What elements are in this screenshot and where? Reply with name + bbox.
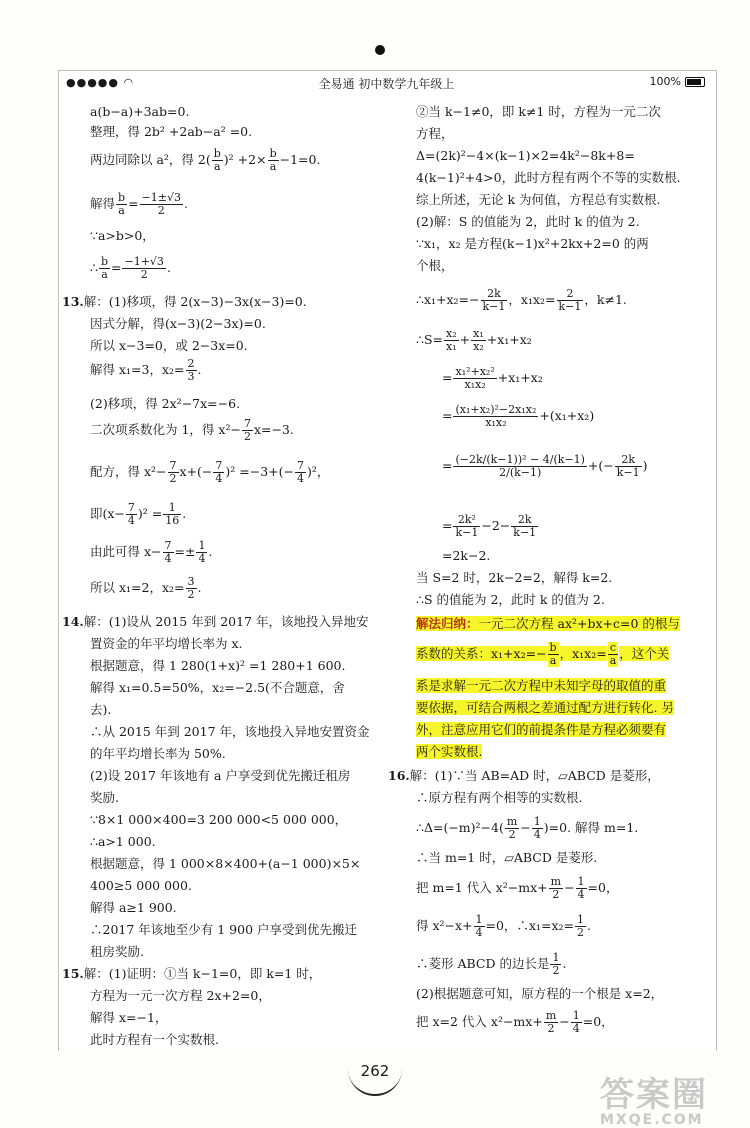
text-line: (2)解：S 的值能为 2，此时 k 的值为 2. xyxy=(416,214,640,229)
text-line: 所以 x₁=2，x₂= $\frac{3}{2}$ . xyxy=(90,575,202,601)
question-14: 14.解：(1)设从 2015 年到 2017 年，该地投入异地安 xyxy=(62,614,369,629)
text-line: 去). xyxy=(90,702,112,717)
text-line: 400≥5 000 000. xyxy=(90,878,192,893)
text-line: 所以 x−3=0，或 2−3x=0. xyxy=(90,338,248,353)
text-line: 即(x− $\frac{7}{4}$ )² = $\frac{1}{16}$ . xyxy=(90,501,187,527)
text-line: = $\frac{\text{2k²}}{k-1}$ −2− $\frac{2k}{k-1}$ xyxy=(442,513,537,539)
text-line: 4(k−1)²+4>0，此时方程有两个不等的实数根. xyxy=(416,170,681,185)
question-13: 13.解：(1)移项，得 2(x−3)−3x(x−3)=0. xyxy=(62,294,307,309)
summary-line: 解法归纳：一元二次方程 ax²+bx+c=0 的根与 xyxy=(416,616,680,631)
watermark-logo: 答案圈 MXQE.COM xyxy=(600,1075,708,1128)
text-line: 解得 x₁=0.5=50%，x₂=−2.5(不合题意，舍 xyxy=(90,680,345,695)
text-line: 置资金的年平均增长率为 x. xyxy=(90,636,243,651)
battery-status: 100% xyxy=(650,75,705,88)
summary-line: 系是求解一元二次方程中未知字母的取值的重 xyxy=(416,678,667,693)
text-line: 根据题意，得 1 280(1+x)² =1 280+1 600. xyxy=(90,658,346,673)
text-line: ∴2017 年该地至少有 1 900 户享受到优先搬迁 xyxy=(90,922,358,937)
text-line: (2)根据题意可知，原方程的一个根是 x=2， xyxy=(416,986,664,1001)
status-bar xyxy=(58,74,715,92)
text-line: (2)设 2017 年该地有 a 户享受到优先搬迁租房 xyxy=(90,768,351,783)
text-line: 个根， xyxy=(416,258,454,273)
text-line: ∴ $\frac{b}{a}$ = $\frac{-1+√3}{2}$ . xyxy=(90,255,171,281)
text-line: ②当 k−1≠0，即 k≠1 时，方程为一元二次 xyxy=(416,104,661,119)
text-line: (2)移项，得 2x²−7x=−6. xyxy=(90,396,241,411)
text-line: = $\frac{\text{(−2k/(k−1))² − 4/(k−1)}}{2/(k-1)}$ +(− $\frac{2k}{k-1}$ ) xyxy=(442,453,648,479)
text-line: 根据题意，得 1 000×8×400+(a−1 000)×5× xyxy=(90,856,361,871)
summary-line: 系数的关系：x₁+x₂=− $\frac{b}{a}$ ，x₁x₂= $\frac{c}{a}$ ，这个关 xyxy=(416,641,670,667)
text-line: a(b−a)+3ab=0. xyxy=(90,104,190,119)
text-line: 解得 $\frac{b}{a}$ = $\frac{-1\pm√3}{2}$ . xyxy=(90,191,188,217)
text-line: 方程， xyxy=(416,126,454,141)
battery-icon xyxy=(685,77,705,87)
text-line: 把 m=1 代入 x²−mx+ $\frac{m}{2}$ − $\frac{1}{4}$ =0， xyxy=(416,875,619,901)
signal-indicator: ●●●●● ◠ xyxy=(66,76,135,89)
text-line: = $\frac{\text{x₁²+x₂²}}{\text{x₁x₂}}$ +x₁+x₂ xyxy=(442,365,543,391)
text-line: =2k−2. xyxy=(442,548,491,563)
text-line: 得 x²−x+ $\frac{1}{4}$ =0，∴x₁=x₂= $\frac{1}{2}$ . xyxy=(416,913,592,939)
text-line: 解得 x₁=3，x₂= $\frac{2}{3}$ . xyxy=(90,357,202,383)
text-line: 的年平均增长率为 50%. xyxy=(90,746,226,761)
text-line: ∵a>b>0， xyxy=(90,228,155,243)
text-line: ∴S= $\frac{\text{x₂}}{\text{x₁}}$ + $\frac{\text{x₁}}{\text{x₂}}$ +x₁+x₂ xyxy=(416,327,532,353)
summary-line: 要依据，可结合两根之差通过配方进行转化. 另 xyxy=(416,700,674,715)
text-line: 租房奖励. xyxy=(90,944,144,959)
text-line: 方程为一元一次方程 2x+2=0， xyxy=(90,988,271,1003)
text-line: 此时方程有一个实数根. xyxy=(90,1032,219,1047)
text-line: 把 x=2 代入 x²−mx+ $\frac{m}{2}$ − $\frac{1}{4}$ =0， xyxy=(416,1009,614,1035)
text-line: Δ=(2k)²−4×(k−1)×2=4k²−8k+8= xyxy=(416,148,635,163)
text-line: ∴菱形 ABCD 的边长是 $\frac{1}{2}$ . xyxy=(416,951,567,977)
text-line: ∴Δ=(−m)²−4( $\frac{m}{2}$ − $\frac{1}{4}$ )=0. 解得 m=1. xyxy=(416,815,639,841)
summary-line: 两个实数根. xyxy=(416,744,483,759)
text-line: ∴a>1 000. xyxy=(90,834,156,849)
text-line: 当 S=2 时，2k−2=2，解得 k=2. xyxy=(416,570,613,585)
page-number: 262 xyxy=(340,1062,410,1080)
camera-dot xyxy=(375,45,385,55)
text-line: ∴x₁+x₂=− $\frac{2k}{k-1}$ ，x₁x₂= $\frac{2}{k-1}$ ，k≠1. xyxy=(416,287,627,313)
text-line: ∴原方程有两个相等的实数根. xyxy=(416,790,583,805)
text-line: 配方，得 x²− $\frac{7}{2}$ x+(− $\frac{7}{4}$ )² =−3+(− $\frac{7}{4}$ )²， xyxy=(90,459,330,485)
page-number-arc xyxy=(348,1054,402,1096)
text-line: 由此可得 x− $\frac{7}{4}$ =± $\frac{1}{4}$ . xyxy=(90,539,213,565)
text-line: ∵x₁，x₂ 是方程(k−1)x²+2kx+2=0 的两 xyxy=(416,236,649,251)
text-line: = $\frac{\text{(x₁+x₂)²−2x₁x₂}}{\text{x₁x₂}}$ +(x₁+x₂) xyxy=(442,403,595,429)
text-line: 两边同除以 a²，得 2( $\frac{b}{a}$ )² +2× $\frac{b}{a}$ −1=0. xyxy=(90,147,321,173)
text-line: ∴当 m=1 时，▱ABCD 是菱形. xyxy=(416,850,598,865)
wifi-icon: ◠ xyxy=(123,76,135,89)
text-line: 综上所述，无论 k 为何值，方程总有实数根. xyxy=(416,192,661,207)
text-line: 解得 a≥1 900. xyxy=(90,900,177,915)
summary-line: 外，注意应用它们的前提条件是方程必须要有 xyxy=(416,722,667,737)
text-line: 二次项系数化为 1，得 x²− $\frac{7}{2}$ x=−3. xyxy=(90,417,294,443)
question-16: 16.解：(1)∵当 AB=AD 时，▱ABCD 是菱形， xyxy=(388,768,660,783)
text-line: ∵8×1 000×400=3 200 000<5 000 000， xyxy=(90,812,348,827)
text-line: 整理，得 2b² +2ab−a² =0. xyxy=(90,124,253,139)
question-15: 15.解：(1)证明：①当 k−1=0，即 k=1 时， xyxy=(62,966,322,981)
text-line: ∴S 的值能为 2，此时 k 的值为 2. xyxy=(416,592,605,607)
text-line: ∴从 2015 年到 2017 年，该地投入异地安置资金 xyxy=(90,724,370,739)
text-line: 解得 x=−1， xyxy=(90,1010,168,1025)
text-line: 奖励. xyxy=(90,790,119,805)
text-line: 因式分解，得(x−3)(2−3x)=0. xyxy=(90,316,266,331)
app-title: 全易通 初中数学九年级上 xyxy=(318,77,455,91)
